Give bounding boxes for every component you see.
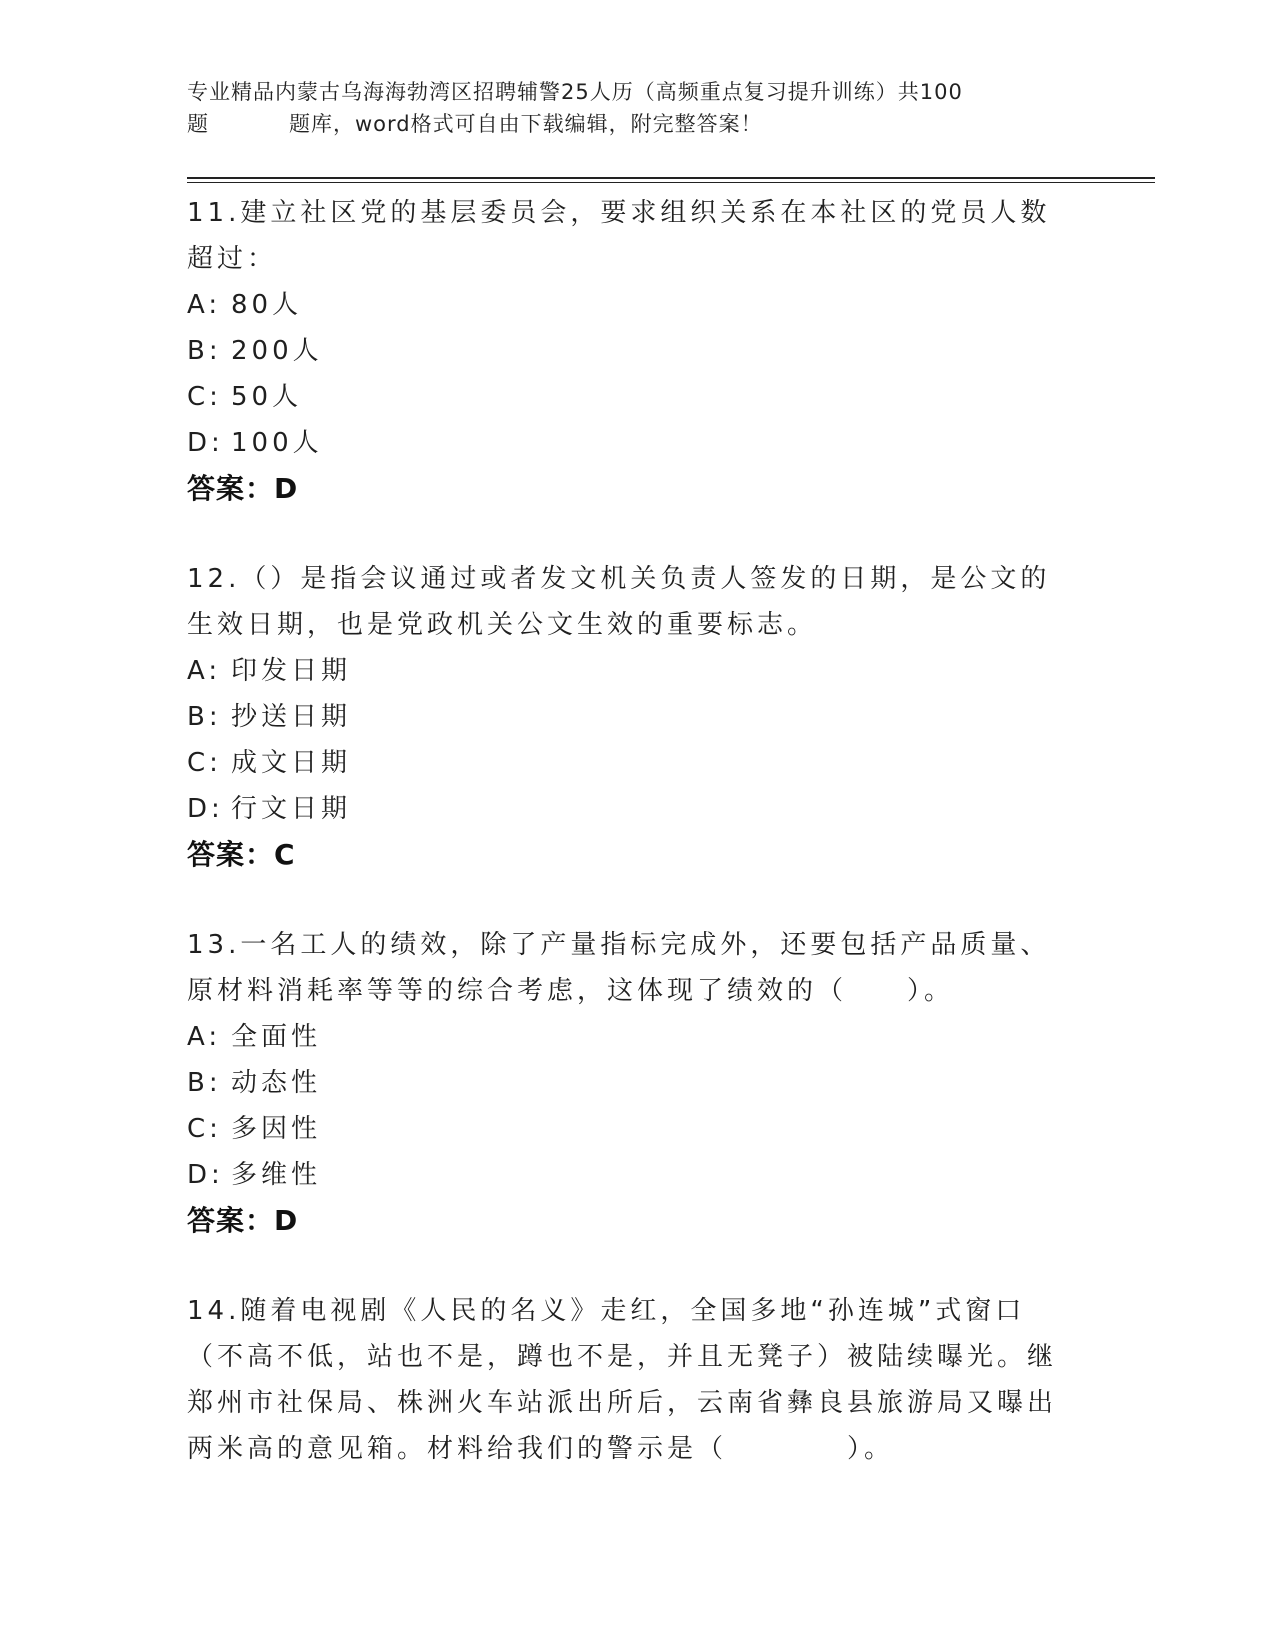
question-text: 13.一名工人的绩效，除了产量指标完成外，还要包括产品质量、原材料消耗率等等的综合考虑，这体现了绩效的（ ）。 bbox=[187, 930, 1051, 1006]
option-text: 100人 bbox=[231, 428, 323, 458]
answer-line: 答案：D bbox=[187, 472, 299, 505]
option-c bbox=[187, 740, 1077, 786]
header-subtitle-right: 题库，word格式可自由下载编辑，附完整答案！ bbox=[289, 112, 763, 136]
header-subtitle-left: 题 bbox=[187, 112, 209, 136]
option-key: B: bbox=[187, 336, 222, 366]
answer-line: 答案：D bbox=[187, 1204, 299, 1237]
option-c bbox=[187, 374, 1077, 420]
spacer bbox=[187, 1244, 1077, 1288]
header-divider-thin bbox=[187, 182, 1155, 183]
option-text: 抄送日期 bbox=[231, 702, 352, 732]
question-13 bbox=[187, 922, 1077, 1244]
option-key: B: bbox=[187, 1068, 222, 1098]
option-text: 全面性 bbox=[231, 1022, 322, 1052]
option-key: A: bbox=[187, 656, 222, 686]
option-key: A: bbox=[187, 290, 222, 320]
question-text: 12.（）是指会议通过或者发文机关负责人签发的日期，是公文的生效日期，也是党政机关公文生效的重要标志。 bbox=[187, 564, 1051, 640]
option-d bbox=[187, 420, 1077, 466]
option-text: 80人 bbox=[231, 290, 303, 320]
option-key: D: bbox=[187, 794, 224, 824]
document-header bbox=[187, 76, 1067, 140]
option-text: 印发日期 bbox=[231, 656, 352, 686]
question-12 bbox=[187, 556, 1077, 878]
option-b bbox=[187, 328, 1077, 374]
header-divider-thick bbox=[187, 177, 1155, 179]
option-b bbox=[187, 1060, 1077, 1106]
option-list bbox=[187, 648, 1077, 832]
option-key: C: bbox=[187, 1114, 222, 1144]
option-text: 成文日期 bbox=[231, 748, 352, 778]
header-subtitle-line bbox=[187, 108, 1067, 140]
question-11 bbox=[187, 190, 1077, 512]
option-list bbox=[187, 1014, 1077, 1198]
option-a bbox=[187, 282, 1077, 328]
spacer bbox=[187, 512, 1077, 556]
option-b bbox=[187, 694, 1077, 740]
spacer bbox=[187, 878, 1077, 922]
option-key: C: bbox=[187, 382, 222, 412]
option-a bbox=[187, 648, 1077, 694]
question-text: 11.建立社区党的基层委员会，要求组织关系在本社区的党员人数超过： bbox=[187, 198, 1051, 274]
option-list bbox=[187, 282, 1077, 466]
question-text: 14.随着电视剧《人民的名义》走红，全国多地“孙连城”式窗口（不高不低，站也不是，蹲也不是，并且无凳子）被陆续曝光。继郑州市社保局、株洲火车站派出所后，云南省彝良县旅游局又曝出两米高的意见箱。材料给我们的警示是（ ）。 bbox=[187, 1296, 1058, 1464]
option-key: D: bbox=[187, 1160, 224, 1190]
option-d bbox=[187, 1152, 1077, 1198]
option-a bbox=[187, 1014, 1077, 1060]
option-text: 200人 bbox=[231, 336, 323, 366]
option-key: A: bbox=[187, 1022, 222, 1052]
option-c bbox=[187, 1106, 1077, 1152]
question-14 bbox=[187, 1288, 1077, 1472]
header-title-line: 专业精品内蒙古乌海海勃湾区招聘辅警25人历（高频重点复习提升训练）共100 bbox=[187, 80, 963, 104]
option-d bbox=[187, 786, 1077, 832]
option-key: C: bbox=[187, 748, 222, 778]
answer-line: 答案：C bbox=[187, 838, 296, 871]
option-text: 多维性 bbox=[231, 1160, 322, 1190]
option-text: 动态性 bbox=[231, 1068, 322, 1098]
option-key: D: bbox=[187, 428, 224, 458]
option-text: 行文日期 bbox=[231, 794, 352, 824]
option-text: 多因性 bbox=[231, 1114, 322, 1144]
option-key: B: bbox=[187, 702, 222, 732]
option-text: 50人 bbox=[231, 382, 303, 412]
question-list bbox=[187, 190, 1077, 1472]
